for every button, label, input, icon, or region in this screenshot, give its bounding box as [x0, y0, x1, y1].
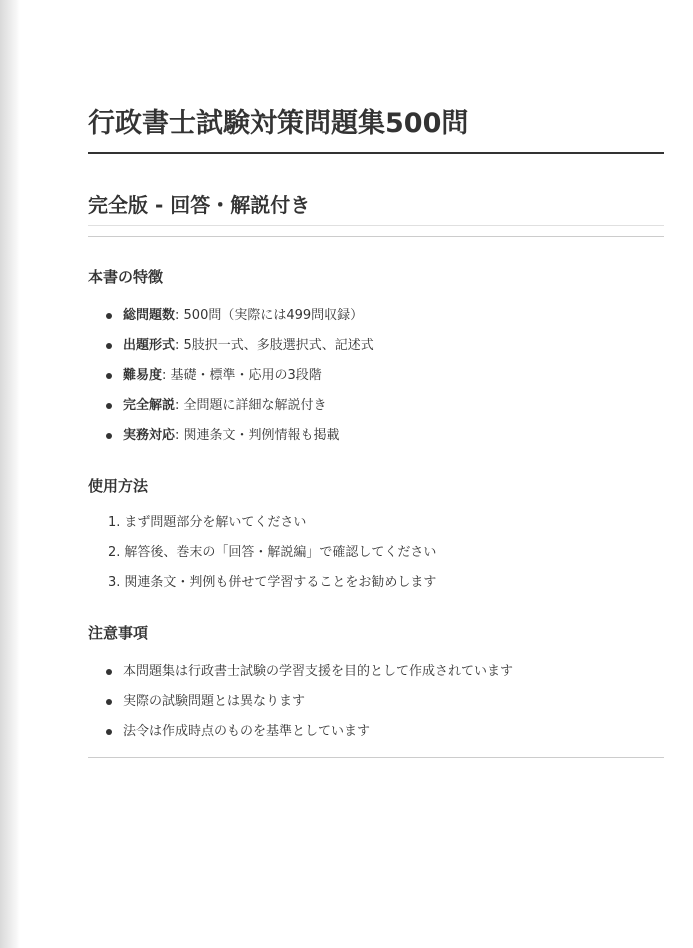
feature-text: : 全問題に詳細な解説付き	[175, 398, 327, 413]
notes-list	[88, 657, 664, 747]
page-edge-shadow	[0, 0, 20, 948]
step-number: 3.	[108, 575, 121, 590]
note-text: 本問題集は行政書士試験の学習支援を目的として作成されています	[123, 664, 514, 679]
bullet-icon	[106, 433, 112, 439]
step-number: 2.	[108, 545, 121, 560]
list-item	[88, 301, 664, 331]
feature-text: : 500問（実際には499問収録）	[175, 308, 364, 323]
subtitle-divider	[88, 225, 664, 226]
note-text: 法令は作成時点のものを基準としています	[123, 724, 371, 739]
feature-text: : 関連条文・判例情報も掲載	[175, 428, 340, 443]
usage-heading: 使用方法	[88, 477, 149, 495]
feature-text: : 5肢択一式、多肢選択式、記述式	[175, 338, 374, 353]
step-text: 関連条文・判例も併せて学習することをお勧めします	[124, 575, 437, 590]
section-divider	[88, 236, 664, 237]
bottom-divider	[88, 757, 664, 758]
step-text: まず問題部分を解いてください	[124, 515, 307, 530]
bullet-icon	[106, 699, 112, 705]
usage-list	[88, 508, 664, 598]
list-item	[88, 331, 664, 361]
list-item	[88, 687, 664, 717]
bullet-icon	[106, 729, 112, 735]
notes-heading: 注意事項	[88, 624, 149, 642]
bullet-icon	[106, 373, 112, 379]
list-item	[88, 717, 664, 747]
bullet-icon	[106, 343, 112, 349]
feature-term: 難易度	[123, 368, 163, 383]
list-item	[88, 568, 664, 598]
list-item	[88, 538, 664, 568]
list-item	[88, 361, 664, 391]
title-divider	[88, 152, 664, 154]
step-number: 1.	[108, 515, 121, 530]
list-item	[88, 657, 664, 687]
feature-term: 実務対応	[123, 428, 176, 443]
feature-term: 完全解説	[123, 398, 176, 413]
document-title: 行政書士試験対策問題集500問	[88, 108, 469, 139]
bullet-icon	[106, 313, 112, 319]
note-text: 実際の試験問題とは異なります	[123, 694, 306, 709]
features-heading: 本書の特徴	[88, 268, 164, 286]
list-item	[88, 421, 664, 451]
features-list	[88, 301, 664, 451]
step-text: 解答後、巻末の「回答・解説編」で確認してください	[124, 545, 437, 560]
bullet-icon	[106, 669, 112, 675]
feature-text: : 基礎・標準・応用の3段階	[162, 368, 322, 383]
document-subtitle: 完全版 - 回答・解説付き	[88, 193, 311, 217]
list-item	[88, 391, 664, 421]
feature-term: 総問題数	[123, 308, 176, 323]
feature-term: 出題形式	[123, 338, 176, 353]
bullet-icon	[106, 403, 112, 409]
list-item	[88, 508, 664, 538]
